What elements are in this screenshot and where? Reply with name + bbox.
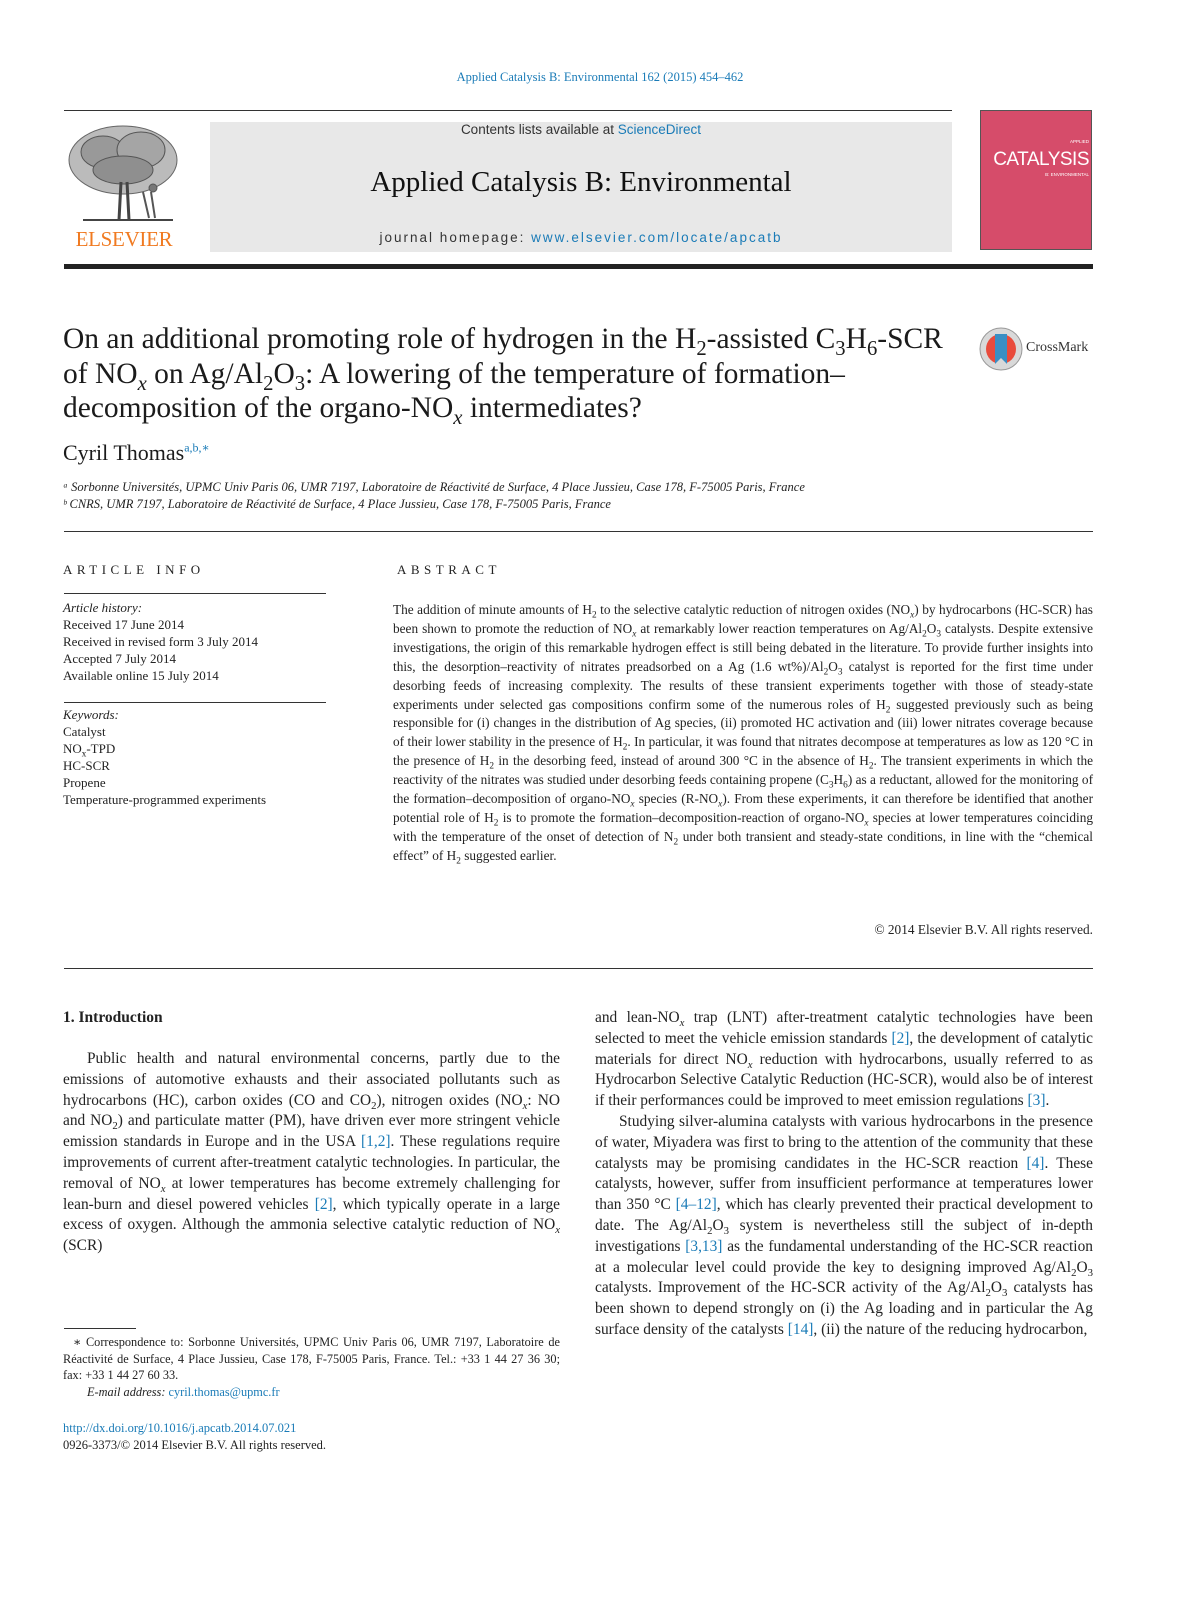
article-title: On an additional promoting role of hydrogen in the $H_2$-assisted $C_3H_6$-SCR of $NO_x$ on $Ag/Al_2O_3$: A lowering of the temperature of formation–decomposition of the organo-$NO_x$ intermediates? bbox=[63, 323, 943, 429]
author-affiliation-marks[interactable]: a,b,∗ bbox=[184, 440, 210, 455]
journal-banner bbox=[210, 122, 952, 252]
crossmark-badge[interactable] bbox=[978, 326, 1094, 374]
reference-link[interactable]: [3,13] bbox=[685, 1237, 723, 1255]
homepage-prefix: journal homepage: bbox=[379, 230, 532, 245]
reference-link[interactable]: [4–12] bbox=[675, 1196, 717, 1214]
homepage-link[interactable]: www.elsevier.com/locate/apcatb bbox=[531, 230, 783, 245]
crossmark-icon bbox=[978, 326, 1024, 372]
cover-subtitle: B: ENVIRONMENTAL bbox=[1045, 172, 1089, 177]
history-online: Available online 15 July 2014 bbox=[63, 667, 219, 683]
correspondence-footnote bbox=[63, 1334, 560, 1400]
doi-block bbox=[63, 1420, 326, 1453]
cover-top-text: APPLIED bbox=[1069, 139, 1089, 144]
history-accepted: Accepted 7 July 2014 bbox=[63, 650, 177, 666]
history-received: Received 17 June 2014 bbox=[63, 616, 184, 632]
body-column-right bbox=[595, 1008, 1093, 1341]
header-rule bbox=[64, 110, 952, 111]
author-line bbox=[63, 440, 210, 466]
title-divider bbox=[64, 531, 1093, 532]
journal-citation-link[interactable]: Applied Catalysis B: Environmental 162 (2015) 454–462 bbox=[456, 70, 744, 84]
reference-link[interactable]: [14] bbox=[787, 1320, 814, 1338]
reference-link[interactable]: [4] bbox=[1026, 1154, 1045, 1172]
intro-paragraph-1: Public health and natural environmental concerns, partly due to the emissions of automotive exhausts and their associated pollutants such as hydrocarbons (HC), carbon oxides (CO and $CO_2$), nitrogen oxides ($NO_x$: NO and $NO_2$) and particulate matter (PM), have driven ever more stringent vehicle emission standards in Europe and in the USA [1,2]. These regulations require improvements of current after-treatment catalytic technologies. In particular, the removal of $NO_x$ at lower temperatures has become extremely challenging for lean-burn and diesel powered vehicles [2], which typically operate in a large excess of oxygen. Although the ammonia selective catalytic reduction of $NO_x$ (SCR) bbox=[63, 1050, 561, 1255]
journal-name: Applied Catalysis B: Environmental bbox=[370, 166, 792, 198]
author-name: Cyril Thomas bbox=[63, 440, 185, 465]
intro-paragraph-1-cont: and lean-$NO_x$ trap (LNT) after-treatment catalytic technologies have been selected to meet the vehicle emission standards [2], the development of catalytic materials for direct $NO_x$ reduction with hydrocarbons, usually referred to as Hydrocarbon Selective Catalytic Reduction (HC-SCR), would also be of interest if their performances could be improved to meet emission regulations [3]. bbox=[595, 1009, 1093, 1110]
contents-prefix: Contents lists available at bbox=[460, 122, 618, 137]
sciencedirect-link[interactable]: ScienceDirect bbox=[617, 122, 702, 137]
reference-link[interactable]: [2] bbox=[314, 1195, 333, 1213]
reference-link[interactable]: [2] bbox=[891, 1029, 910, 1047]
footnote-rule bbox=[64, 1328, 136, 1329]
abstract-divider bbox=[64, 968, 1093, 969]
intro-paragraph-2: Studying silver-alumina catalysts with various hydrocarbons in the presence of water, Miyadera was first to bring to the attention of the community that these catalysts may be promising candidates in the HC-SCR reaction [4]. These catalysts, however, suffer from insufficient performance at temperatures lower than 350 °C [4–12], which has clearly prevented their practical development to date. The $Ag/Al_2O_3$ system is nevertheless still the subject of in-depth investigations [3,13] as the fundamental understanding of the HC-SCR reaction at a molecular level could provide the key to designing improved $Ag/Al_2O_3$ catalysts. Improvement of the HC-SCR activity of the $Ag/Al_2O_3$ catalysts has been shown to depend strongly on (i) the Ag loading and in particular the Ag surface density of the catalysts [14], (ii) the nature of the reducing hydrocarbon, bbox=[595, 1112, 1094, 1338]
abstract-text: The addition of minute amounts of $H_2$ to the selective catalytic reduction of nitrogen oxides $(NO_x)$ by hydrocarbons (HC-SCR) has been shown to promote the reduction of $NO_x$ at remarkably lower reaction temperatures on $Ag/Al_2O_3$ catalysts. Despite extensive investigations, the origin of this remarkable hydrogen effect is still being debated in the literature. To provide further insights into this, the desorption–reactivity of nitrates preadsorbed on a Ag (1.6 $wt\%)/Al_2O_3$ catalyst is reported for the first time under desorbing feeds of increasing complexity. The results of these transient experiments together with those of steady-state experiments under selected gas compositions confirm some of the numerous roles of $H_2$ suggested previously such as being responsible for (i) changes in the distribution of Ag species, (ii) promoted HC activation and (iii) lower nitrates coverage because of their lower stability in the presence of $H_2$. In particular, it was found that nitrates decompose at temperatures as low as 120 °C in the presence of $H_2$ in the desorbing feed, instead of around 300 °C in the absence of $H_2$. The transient experiments in which the reactivity of the nitrates was studied under desorbing feeds containing propene $(C_3H_6)$ as a reductant, allowed for the monitoring of the formation–decomposition of organo-$NO_x$ species $(R-NO_x)$. From these experiments, it can therefore be identified that another potential role of $H_2$ is to promote the formation–decomposition-reaction of organo-$NO_x$ species at lower temperatures coinciding with the temperature of the onset of detection of $N_2$ under both transient and steady-state conditions, in line with the “chemical effect” of $H_2$ suggested earlier. bbox=[393, 602, 1094, 867]
reference-link[interactable]: [1,2] bbox=[361, 1133, 391, 1151]
article-info-heading: ARTICLE INFO bbox=[63, 562, 205, 577]
article-info-rule bbox=[64, 593, 326, 594]
cover-title: CATALYSIS bbox=[993, 149, 1089, 170]
affiliation-a: ᵃ Sorbonne Universités, UPMC Univ Paris 06, UMR 7197, Laboratoire de Réactivité de Surface, 4 Place Jussieu, Case 178, F-75005 Paris, France bbox=[63, 480, 805, 494]
correspondence-text: ∗ Correspondence to: Sorbonne Universités, UPMC Univ Paris 06, UMR 7197, Laboratoire de Réactivité de Surface, 4 Place Jussieu, Case 178, F-75005 Paris, France. Tel.: +33 1 44 27 36 30; fax: +33 1 44 27 60 33. bbox=[63, 1335, 560, 1382]
crossmark-label: CrossMark bbox=[1026, 340, 1089, 355]
email-link[interactable]: cyril.thomas@upmc.fr bbox=[168, 1384, 280, 1399]
keyword-item: HC-SCR bbox=[63, 757, 110, 773]
homepage-line bbox=[210, 230, 952, 245]
keyword-item: $NO_x$-TPD bbox=[63, 740, 116, 759]
keywords-block bbox=[63, 707, 266, 808]
email-line bbox=[63, 1384, 560, 1401]
reference-link[interactable]: [3] bbox=[1027, 1092, 1046, 1110]
doi-link[interactable]: http://dx.doi.org/10.1016/j.apcatb.2014.07.021 bbox=[63, 1421, 297, 1435]
abstract-heading: ABSTRACT bbox=[397, 562, 501, 577]
contents-line bbox=[210, 122, 952, 137]
abstract-copyright: © 2014 Elsevier B.V. All rights reserved. bbox=[874, 922, 1093, 937]
article-history bbox=[63, 600, 258, 685]
body-column-left bbox=[63, 1049, 560, 1257]
email-label: E-mail address: bbox=[87, 1384, 169, 1399]
history-revised: Received in revised form 3 July 2014 bbox=[63, 633, 258, 649]
keyword-item: Propene bbox=[63, 774, 106, 790]
keyword-item: Temperature-programmed experiments bbox=[63, 791, 267, 807]
masthead-divider bbox=[64, 264, 1093, 269]
keyword-item: Catalyst bbox=[63, 723, 106, 739]
keywords-rule bbox=[64, 702, 326, 703]
history-label: Article history: bbox=[63, 600, 143, 615]
elsevier-logo[interactable] bbox=[63, 122, 185, 252]
issn-line: 0926-3373/© 2014 Elsevier B.V. All rights reserved. bbox=[63, 1437, 327, 1452]
section-heading-introduction: 1. Introduction bbox=[63, 1009, 163, 1026]
elsevier-tree-icon bbox=[63, 122, 185, 222]
affiliation-b: ᵇ CNRS, UMR 7197, Laboratoire de Réactivité de Surface, 4 Place Jussieu, Case 178, F-75005 Paris, France bbox=[63, 497, 611, 511]
keywords-label: Keywords: bbox=[63, 707, 119, 722]
elsevier-wordmark: ELSEVIER bbox=[75, 227, 173, 251]
journal-cover-image[interactable] bbox=[980, 110, 1092, 250]
